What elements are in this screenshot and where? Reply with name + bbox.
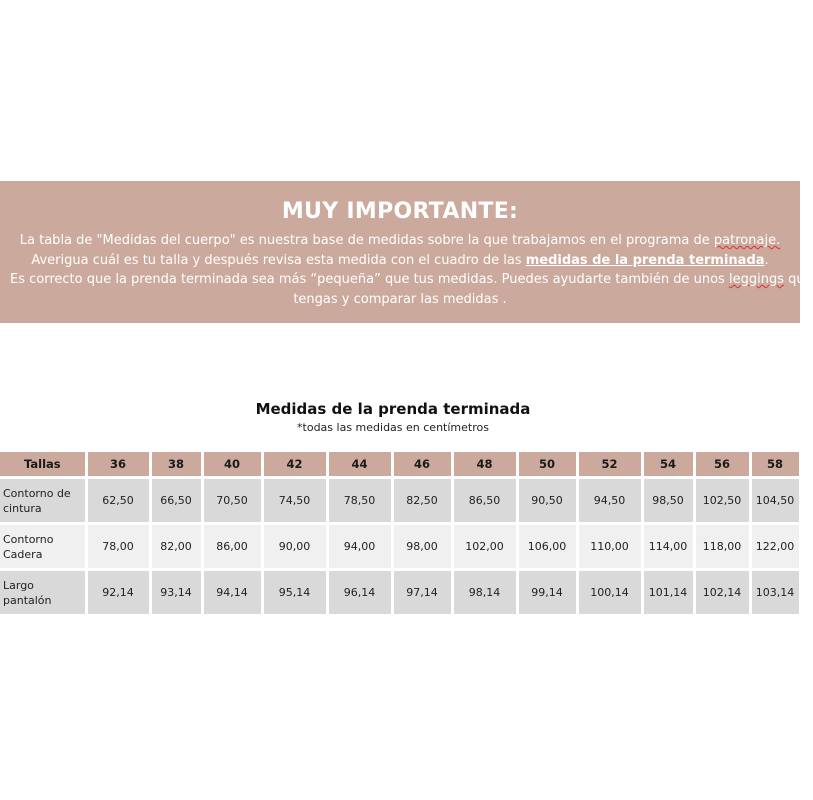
measure-cell: 106,00 — [517, 524, 577, 570]
row-label: Contorno Cadera — [0, 524, 86, 570]
measure-cell: 74,50 — [262, 478, 327, 524]
measure-cell: 82,00 — [150, 524, 202, 570]
table-body — [0, 478, 800, 616]
measure-cell: 104,50 — [750, 478, 800, 524]
banner-line-3 — [10, 270, 813, 290]
size-header-58: 58 — [750, 452, 800, 478]
banner-title: MUY IMPORTANTE: — [281, 199, 519, 224]
measure-cell: 102,50 — [694, 478, 750, 524]
measure-cell: 98,14 — [452, 570, 517, 616]
measure-cell: 96,14 — [327, 570, 392, 616]
measure-cell: 98,00 — [392, 524, 452, 570]
size-header-36: 36 — [86, 452, 150, 478]
measure-cell: 86,00 — [202, 524, 262, 570]
size-header-56: 56 — [694, 452, 750, 478]
measure-cell: 102,00 — [452, 524, 517, 570]
measure-cell: 78,50 — [327, 478, 392, 524]
size-header-42: 42 — [262, 452, 327, 478]
size-header-44: 44 — [327, 452, 392, 478]
size-header-38: 38 — [150, 452, 202, 478]
banner-line-2-end: . — [764, 252, 769, 268]
measure-cell: 94,00 — [327, 524, 392, 570]
measure-cell: 100,14 — [577, 570, 642, 616]
banner-line-2-text: Averigua cuál es tu talla y después revisa esta medida con el cuadro de las — [31, 252, 522, 268]
important-banner — [0, 181, 813, 323]
measure-cell: 62,50 — [86, 478, 150, 524]
banner-line-3-text: Es correcto que la prenda terminada sea más “pequeña” que tus medidas. Puedes ayudarte también de unos — [10, 272, 725, 287]
banner-line-3-word: leggings — [728, 272, 784, 287]
banner-text — [10, 231, 813, 309]
measure-cell: 82,50 — [392, 478, 452, 524]
table-title: Medidas de la prenda terminada — [255, 400, 531, 418]
measure-cell: 70,50 — [202, 478, 262, 524]
size-header-46: 46 — [392, 452, 452, 478]
banner-line-2 — [10, 251, 790, 271]
measure-cell: 99,14 — [517, 570, 577, 616]
measure-cell: 86,50 — [452, 478, 517, 524]
sizes-header-label: Tallas — [0, 452, 86, 478]
size-header-54: 54 — [642, 452, 694, 478]
table-row — [0, 524, 800, 570]
banner-line-3-end: que — [788, 272, 813, 287]
measure-cell: 93,14 — [150, 570, 202, 616]
size-header-row — [0, 452, 800, 478]
size-header-52: 52 — [577, 452, 642, 478]
measure-cell: 102,14 — [694, 570, 750, 616]
measure-cell: 94,14 — [202, 570, 262, 616]
measure-cell: 78,00 — [86, 524, 150, 570]
row-label: Largo pantalón — [0, 570, 86, 616]
measure-cell: 97,14 — [392, 570, 452, 616]
measure-cell: 118,00 — [694, 524, 750, 570]
row-label: Contorno de cintura — [0, 478, 86, 524]
measure-cell: 122,00 — [750, 524, 800, 570]
measure-cell: 90,50 — [517, 478, 577, 524]
measure-cell: 98,50 — [642, 478, 694, 524]
measure-cell: 95,14 — [262, 570, 327, 616]
table-row — [0, 478, 800, 524]
table-subtitle: *todas las medidas en centímetros — [297, 421, 489, 434]
banner-line-1-word: patronaje. — [713, 233, 781, 248]
size-header-50: 50 — [517, 452, 577, 478]
measure-cell: 90,00 — [262, 524, 327, 570]
measure-cell: 92,14 — [86, 570, 150, 616]
size-header-40: 40 — [202, 452, 262, 478]
banner-line-4: tengas y comparar las medidas . — [293, 291, 507, 307]
measure-cell: 66,50 — [150, 478, 202, 524]
banner-line-1 — [10, 231, 790, 251]
measure-cell: 101,14 — [642, 570, 694, 616]
size-header-48: 48 — [452, 452, 517, 478]
size-table — [0, 452, 802, 617]
finished-garment-link[interactable]: medidas de la prenda terminada — [525, 252, 765, 268]
banner-line-1-text: La tabla de "Medidas del cuerpo" es nuestra base de medidas sobre la que trabajamos en el programa de — [19, 233, 710, 248]
measure-cell: 110,00 — [577, 524, 642, 570]
measure-cell: 103,14 — [750, 570, 800, 616]
measure-cell: 94,50 — [577, 478, 642, 524]
table-row — [0, 570, 800, 616]
measure-cell: 114,00 — [642, 524, 694, 570]
